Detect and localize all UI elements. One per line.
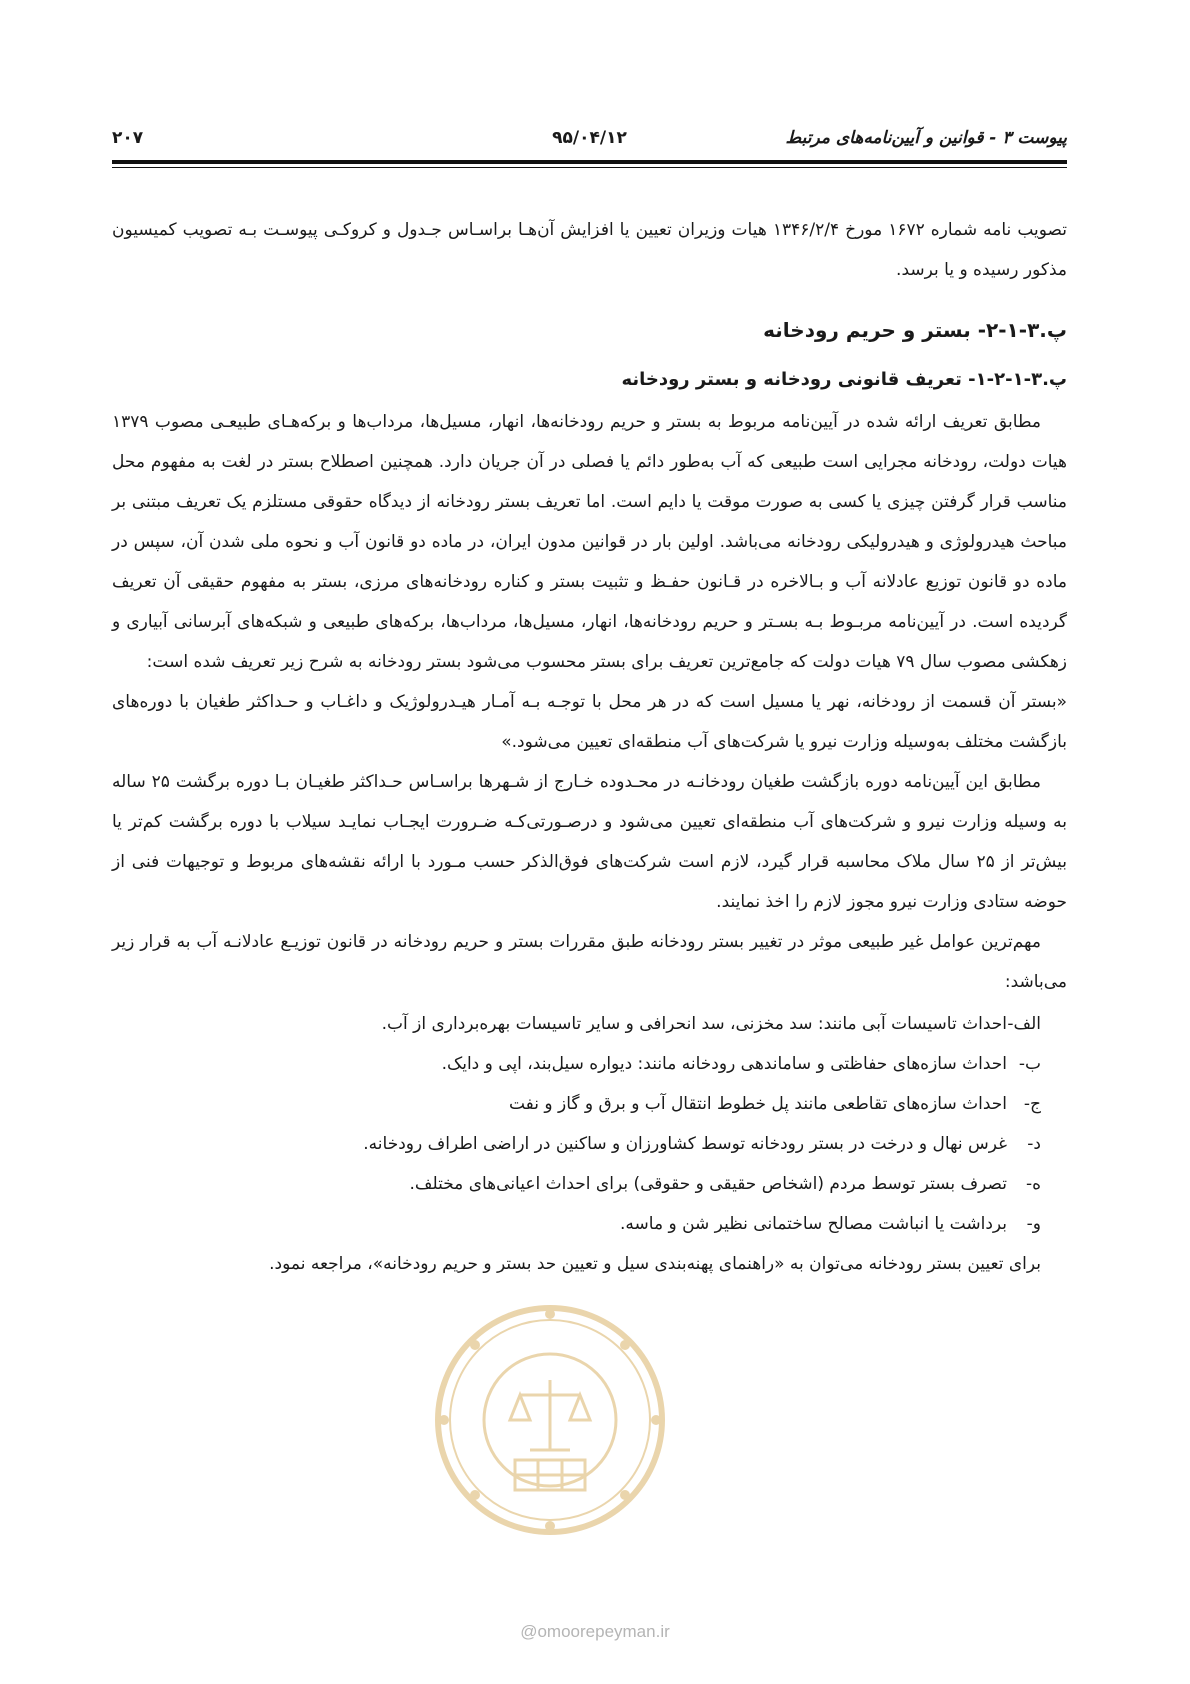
list-item (112, 1124, 1067, 1164)
list-marker: د- (1027, 1134, 1041, 1154)
page-number: ۲۰۷ (112, 128, 144, 148)
watermark-url: @omoorepeyman.ir (520, 1622, 670, 1641)
list-item (112, 1084, 1067, 1124)
intro-paragraph: تصویب نامه شماره ۱۶۷۲ مورخ ۱۳۴۶/۲/۴ هیات وزیران تعیین یا افزایش آن‌هـا براسـاس جـدول و کروکـی پیوسـت بـه تصویب کمیسیون مذکور رسیده و یا برسد. (112, 220, 1067, 280)
section-heading: پ.۳-۱-۲- بستر و حریم رودخانه (763, 318, 1067, 342)
header-title: پیوست ۳ - قوانین و آیین‌نامه‌های مرتبط (785, 128, 1067, 148)
list-item (112, 1044, 1067, 1084)
list-item-text: غرس نهال و درخت در بستر رودخانه توسط کشاورزان و ساکنین در اراضی اطراف رودخانه. (363, 1134, 1007, 1154)
list-item-text: احداث سازه‌های تقاطعی مانند پل خطوط انتقال آب و برق و گاز و نفت (508, 1094, 1007, 1114)
document-body (112, 210, 1067, 1284)
closing-paragraph: برای تعیین بستر رودخانه می‌توان به «راهنمای پهنه‌بندی سیل و تعیین حد بستر و حریم رودخانه»، مراجعه نمود. (269, 1254, 1041, 1274)
list-marker: و- (1026, 1214, 1041, 1234)
return-period-paragraph: مطابق این آیین‌نامه دوره بازگشت طغیان رودخانـه در محـدوده خـارج از شـهرها براسـاس حـداکثر طغیـان بـا دوره برگشت ۲۵ ساله به وسیله وزارت نیرو و شرکت‌های آب منطقه‌ای تعیین می‌شود و درصـورتی‌کـه ضـرورت ایجـاب نمایـد سیلاب با دوره برگشت کم‌تر یا بیش‌تر از ۲۵ سال ملاک محاسبه قرار گیرد، لازم است شرکت‌های فوق‌الذکر حسب مـورد با ارائه نقشه‌های مربوط و توجیهات فنی از حوضه ستادی وزارت نیرو مجوز لازم را اخذ نمایند. (112, 772, 1068, 912)
list-marker: الف- (1007, 1014, 1041, 1034)
page-header (112, 128, 1067, 158)
list-marker: ه- (1025, 1174, 1041, 1194)
factors-paragraph: مهم‌ترین عوامل غیر طبیعی موثر در تغییر بستر رودخانه طبق مقررات بستر و حریم رودخانه در قانون توزیـع عادلانـه آب به قرار زیر می‌باشد: (112, 932, 1067, 992)
list-marker: ج- (1023, 1094, 1041, 1114)
list-item-text: احداث تاسیسات آبی مانند: سد مخزنی، سد انحرافی و سایر تاسیسات بهره‌برداری از آب. (381, 1014, 1007, 1034)
watermark-seal-icon (430, 1300, 670, 1540)
list-item-text: احداث سازه‌های حفاظتی و ساماندهی رودخانه مانند: دیواره سیل‌بند، اپی و دایک. (441, 1054, 1007, 1074)
subsection-heading: پ.۳-۱-۲-۱- تعریف قانونی رودخانه و بستر رودخانه (621, 369, 1067, 390)
header-date: ۹۵/۰۴/۱۲ (552, 128, 627, 148)
header-rule-thin (112, 167, 1067, 168)
list-marker: ب- (1018, 1054, 1041, 1074)
list-item-text: تصرف بستر توسط مردم (اشخاص حقیقی و حقوقی) برای احداث اعیانی‌های مختلف. (409, 1174, 1007, 1194)
list-item (112, 1204, 1067, 1244)
list-item-text: برداشت یا انباشت مصالح ساختمانی نظیر شن و ماسه. (620, 1214, 1007, 1234)
list-item (112, 1164, 1067, 1204)
factors-list (112, 1004, 1067, 1244)
header-rule-thick (112, 160, 1067, 164)
list-item (112, 1004, 1067, 1044)
definition-paragraph: مطابق تعریف ارائه شده در آیین‌نامه مربوط به بستر و حریم رودخانه‌ها، انهار، مسیل‌ها، مرداب‌ها و برکه‌هـای طبیعـی مصوب ۱۳۷۹ هیات دولت، رودخانه مجرایی است طبیعی که آب به‌طور دائم یا فصلی در آن جریان دارد. همچنین اصطلاح بستر در لغت به مفهوم محل مناسب قرار گرفتن چیزی یا کسی به صورت موقت یا دایم است. اما تعریف بستر رودخانه از دیدگاه حقوقی مستلزم یک تعریف مبتنی بر مباحث هیدرولوژی و هیدرولیکی رودخانه می‌باشد. اولین بار در قوانین مدون ایران، در ماده دو قانون آب و نحوه ملی شدن آن، سپس در ماده دو قانون توزیع عادلانه آب و بـالاخره در قـانون حفـظ و تثبیت بستر و کناره رودخانه‌های مرزی، بستر به مفهوم حقیقی آن تعریف گردیده است. در آیین‌نامه مربـوط بـه بسـتر و حریم رودخانه‌ها، انهار، مسیل‌ها، مرداب‌ها، برکه‌های طبیعی و شبکه‌های آبرسانی آبیاری و زهکشی مصوب سال ۷۹ هیات دولت که جامع‌ترین تعریف برای بستر محسوب می‌شود بستر رودخانه به شرح زیر تعریف شده است: (112, 412, 1067, 672)
quote-paragraph: «بستر آن قسمت از رودخانه، نهر یا مسیل است که در هر محل با توجـه بـه آمـار هیـدرولوژیک و داغـاب و حـداکثر طغیان با دوره‌های بازگشت مختلف به‌وسیله وزارت نیرو یا شرکت‌های آب منطقه‌ای تعیین می‌شود.» (112, 692, 1067, 752)
